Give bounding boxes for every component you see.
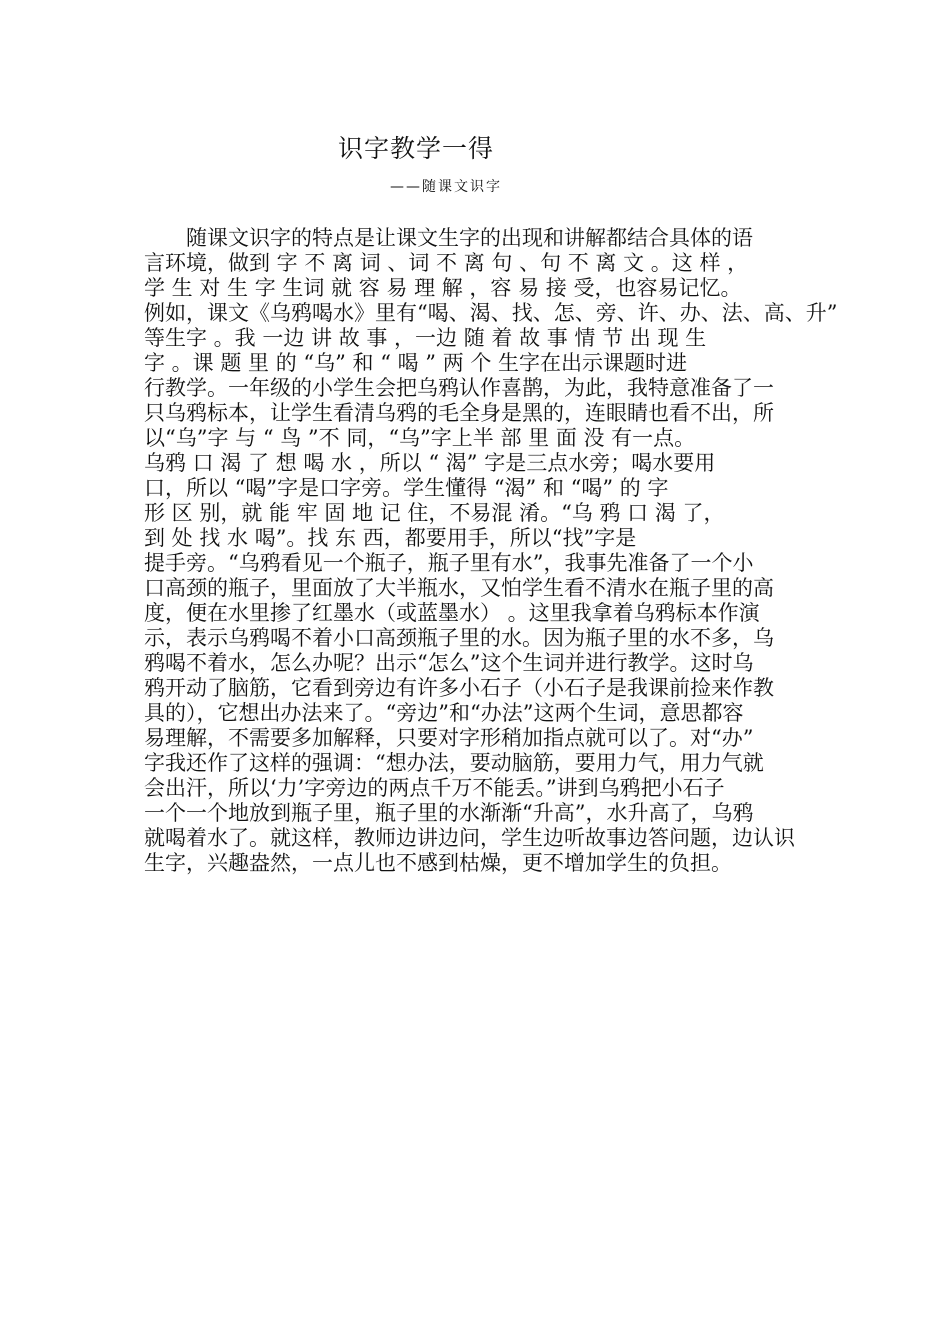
paragraph-line: 鸦喝不着水，怎么办呢？出示“怎么”这个生词并进行教学。这时乌 (144, 651, 754, 675)
document-subtitle: ——随课文识字 (390, 179, 502, 195)
paragraph-line: 以“乌”字 与 “ 鸟 ”不 同，“乌”字上半 部 里 面 没 有一点。 (144, 426, 696, 450)
paragraph-line: 就喝着水了。就这样，教师边讲边问，学生边听故事边答问题，边认识 (144, 826, 795, 850)
paragraph-line: 随课文识字的特点是让课文生字的出现和讲解都结合具体的语 (186, 226, 753, 250)
paragraph-line: 等生字 。我 一边 讲 故 事 ，一边 随 着 故 事 情 节 出 现 生 (144, 326, 707, 350)
paragraph-line: 具的），它想出办法来了。“旁边”和“办法”这两个生词，意思都容 (144, 701, 744, 725)
paragraph-line: 易理解，不需要多加解释，只要对字形稍加指点就可以了。对“办” (144, 726, 754, 750)
paragraph-line: 鸦开动了脑筋，它看到旁边有许多小石子（小石子是我课前捡来作教 (144, 676, 774, 700)
paragraph-line: 言环境，做到 字 不 离 词 、词 不 离 句 、句 不 离 文 。这 样 ， (144, 251, 749, 275)
paragraph-line: 例如，课文《乌鸦喝水》里有“喝、渴、找、怎、旁、许、办、法、高、升” (144, 301, 838, 325)
paragraph-line: 形 区 别，就 能 牢 固 地 记 住，不易混 淆。“乌 鸦 口 渴 了， (144, 501, 725, 525)
paragraph-line: 字我还作了这样的强调：“想办法，要动脑筋，要用力气，用力气就 (144, 751, 764, 775)
paragraph-line: 乌鸦 口 渴 了 想 喝 水 ，所以 “ 渴” 字是三点水旁；喝水要用 (144, 451, 716, 475)
paragraph-line: 口高颈的瓶子，里面放了大半瓶水，又怕学生看不清水在瓶子里的高 (144, 576, 774, 600)
document-title: 识字教学一得 (338, 134, 495, 163)
paragraph-line: 生字，兴趣盎然，一点儿也不感到枯燥，更不增加学生的负担。 (144, 851, 732, 875)
paragraph-line: 度，便在水里掺了红墨水（或蓝墨水） 。这里我拿着乌鸦标本作演 (144, 601, 760, 625)
paragraph-line: 一个一个地放到瓶子里，瓶子里的水渐渐“升高”，水升高了，乌鸦 (144, 801, 754, 825)
paragraph-line: 到 处 找 水 喝”。找 东 西，都要用手，所以“找”字是 (144, 526, 637, 550)
paragraph-line: 学 生 对 生 字 生词 就 容 易 理 解 ，容 易 接 受，也容易记忆。 (144, 276, 742, 300)
paragraph-line: 提手旁。“乌鸦看见一个瓶子，瓶子里有水”，我事先准备了一个小 (144, 551, 754, 575)
paragraph-line: 行教学。一年级的小学生会把乌鸦认作喜鹊，为此，我特意准备了一 (144, 376, 774, 400)
paragraph-line: 字 。课 题 里 的 “乌” 和 “ 喝 ” 两 个 生字在出示课题时进 (144, 351, 688, 375)
paragraph-line: 只乌鸦标本，让学生看清乌鸦的毛全身是黑的，连眼睛也看不出，所 (144, 401, 774, 425)
body-paragraph (144, 226, 838, 876)
paragraph-line: 示，表示乌鸦喝不着小口高颈瓶子里的水。因为瓶子里的水不多，乌 (144, 626, 774, 650)
paragraph-line: 口，所以 “喝”字是口字旁。学生懂得 “渴” 和 “喝” 的 字 (144, 476, 669, 500)
paragraph-line: 会出汗，所以‘力’字旁边的两点千万不能丢。”讲到乌鸦把小石子 (144, 776, 725, 800)
